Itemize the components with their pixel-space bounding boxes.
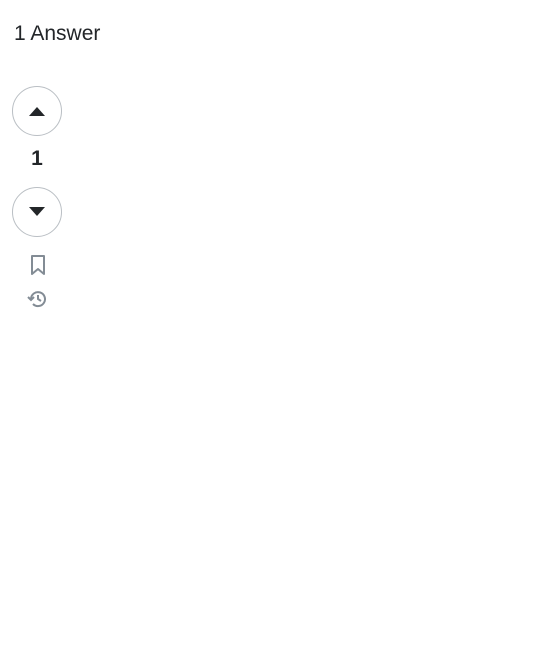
downvote-button[interactable] [12, 187, 62, 237]
answers-count-heading: 1 Answer [14, 22, 101, 45]
arrow-up-icon [28, 106, 46, 116]
upvote-button[interactable] [12, 86, 62, 136]
bookmark-icon[interactable] [28, 254, 48, 276]
history-icon[interactable] [26, 287, 50, 311]
vote-count: 1 [31, 147, 43, 170]
arrow-down-icon [28, 207, 46, 217]
